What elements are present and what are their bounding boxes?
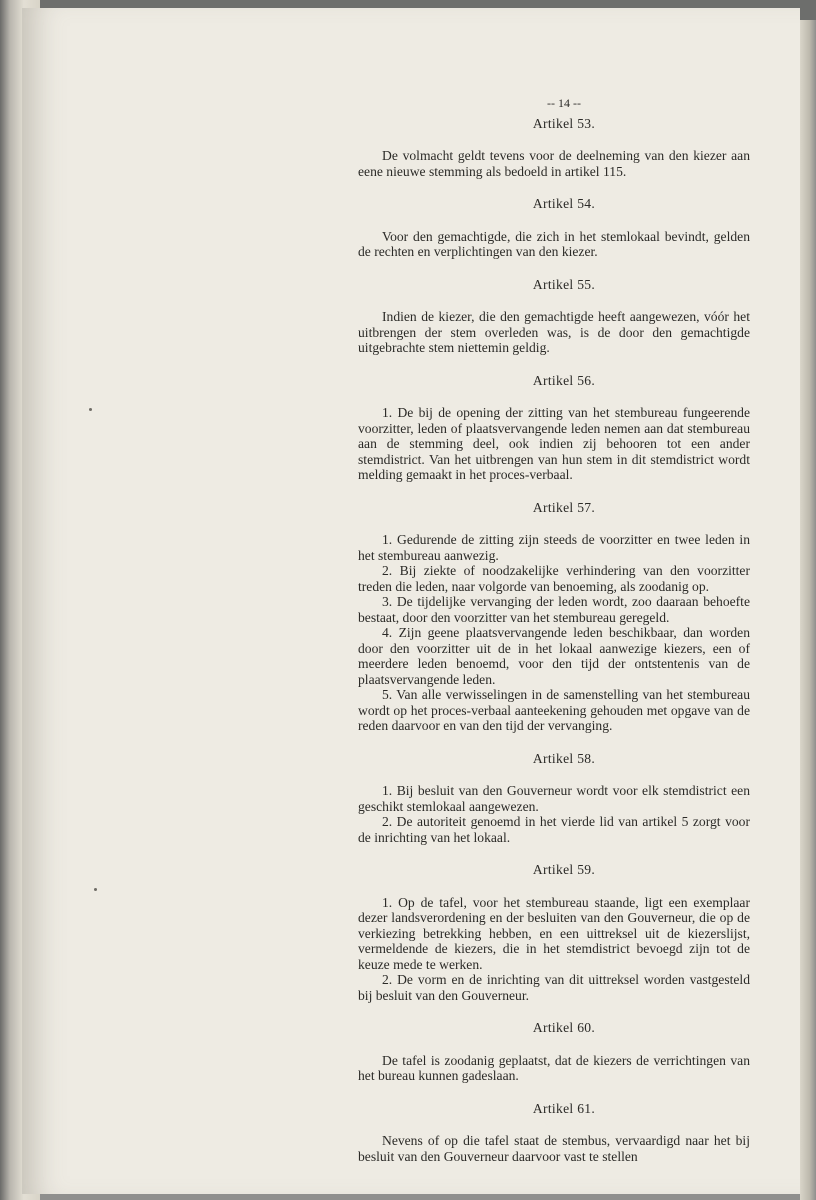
- article-paragraph: 1. De bij de opening der zitting van het stembureau fungeerende voorzitter, leden of plaatsvervangende leden nemen aan dat stembureau aan de stemming deel, ook indien zij behooren tot een ander stemdistrict. Van het uitbrengen van hun stem in dit stemdistrict wordt melding gemaakt in het proces-verbaal.: [358, 405, 750, 482]
- article-heading: Artikel 53.: [532, 115, 596, 131]
- article-section: [358, 1101, 750, 1165]
- article-paragraph: 1. Gedurende de zitting zijn steeds de voorzitter en twee leden in het stembureau aanwezig.: [358, 532, 750, 563]
- article-section: [358, 862, 750, 1003]
- article-section: [358, 116, 750, 180]
- article-paragraph: 2. Bij ziekte of noodzakelijke verhindering van den voorzitter treden die leden, naar volgorde van benoeming, als zoodanig op.: [358, 563, 750, 594]
- article-paragraph: Nevens of op die tafel staat de stembus, vervaardigd naar het bij besluit van den Gouverneur daarvoor vast te stellen: [358, 1133, 750, 1164]
- page-content: [358, 96, 750, 1181]
- article-section: [358, 373, 750, 483]
- article-paragraph: Voor den gemachtigde, die zich in het stemlokaal bevindt, gelden de rechten en verplichtingen van den kiezer.: [358, 228, 750, 259]
- paper-speck: [94, 888, 97, 891]
- article-paragraph: 5. Van alle verwisselingen in de samenstelling van het stembureau wordt op het proces-verbaal aanteekening gehouden met opgave van de reden daarvoor en van den tijd der vervanging.: [358, 687, 750, 733]
- paper-speck: [89, 408, 92, 411]
- article-heading: Artikel 58.: [532, 750, 596, 766]
- article-paragraph: 1. Op de tafel, voor het stembureau staande, ligt een exemplaar dezer landsverordening en der besluiten van den Gouverneur, die op de verkiezing betrekking hebben, en een uittreksel uit de kiezerslijst, vermeldende de kiezers, die in het stemdistrict bevoegd zijn tot de keuze mede te werken.: [358, 894, 750, 972]
- article-section: [358, 277, 750, 356]
- article-paragraph: 2. De vorm en de inrichting van dit uittreksel worden vastgesteld bij besluit van den Gouverneur.: [358, 972, 750, 1003]
- article-paragraph: 4. Zijn geene plaatsvervangende leden beschikbaar, dan worden door den voorzitter uit de in het lokaal aanwezige kiezers, een of meerdere leden benoemd, voor den tijd der ontstentenis van de plaatsvervangende leden.: [358, 625, 750, 687]
- article-paragraph: 2. De autoriteit genoemd in het vierde lid van artikel 5 zorgt voor de inrichting van het lokaal.: [358, 814, 750, 845]
- article-heading: Artikel 55.: [532, 276, 596, 292]
- article-heading: Artikel 59.: [532, 862, 596, 877]
- article-section: [358, 1020, 750, 1084]
- article-heading: Artikel 57.: [532, 499, 596, 515]
- article-paragraph: 3. De tijdelijke vervanging der leden wordt, zoo daaraan behoefte bestaat, door den voorzitter van het stembureau geregeld.: [358, 594, 750, 625]
- article-section: [358, 196, 750, 260]
- article-heading: Artikel 61.: [532, 1100, 596, 1116]
- article-heading: Artikel 54.: [532, 196, 596, 211]
- article-paragraph: De tafel is zoodanig geplaatst, dat de kiezers de verrichtingen van het bureau kunnen gadeslaan.: [358, 1052, 750, 1083]
- article-paragraph: 1. Bij besluit van den Gouverneur wordt voor elk stemdistrict een geschikt stemlokaal aangewezen.: [358, 783, 750, 814]
- article-heading: Artikel 56.: [532, 372, 596, 388]
- page-stack-edge: [800, 20, 816, 1200]
- page-number: -- 14 --: [547, 96, 581, 110]
- article-paragraph: De volmacht geldt tevens voor de deelneming van den kiezer aan eene nieuwe stemming als bedoeld in artikel 115.: [358, 148, 750, 179]
- article-paragraph: Indien de kiezer, die den gemachtigde heeft aangewezen, vóór het uitbrengen der stem overleden was, is de door den gemachtigde uitgebrachte stem niettemin geldig.: [358, 309, 750, 355]
- article-heading: Artikel 60.: [532, 1020, 596, 1035]
- articles-list: [358, 116, 750, 1165]
- article-section: [358, 500, 750, 734]
- article-section: [358, 751, 750, 846]
